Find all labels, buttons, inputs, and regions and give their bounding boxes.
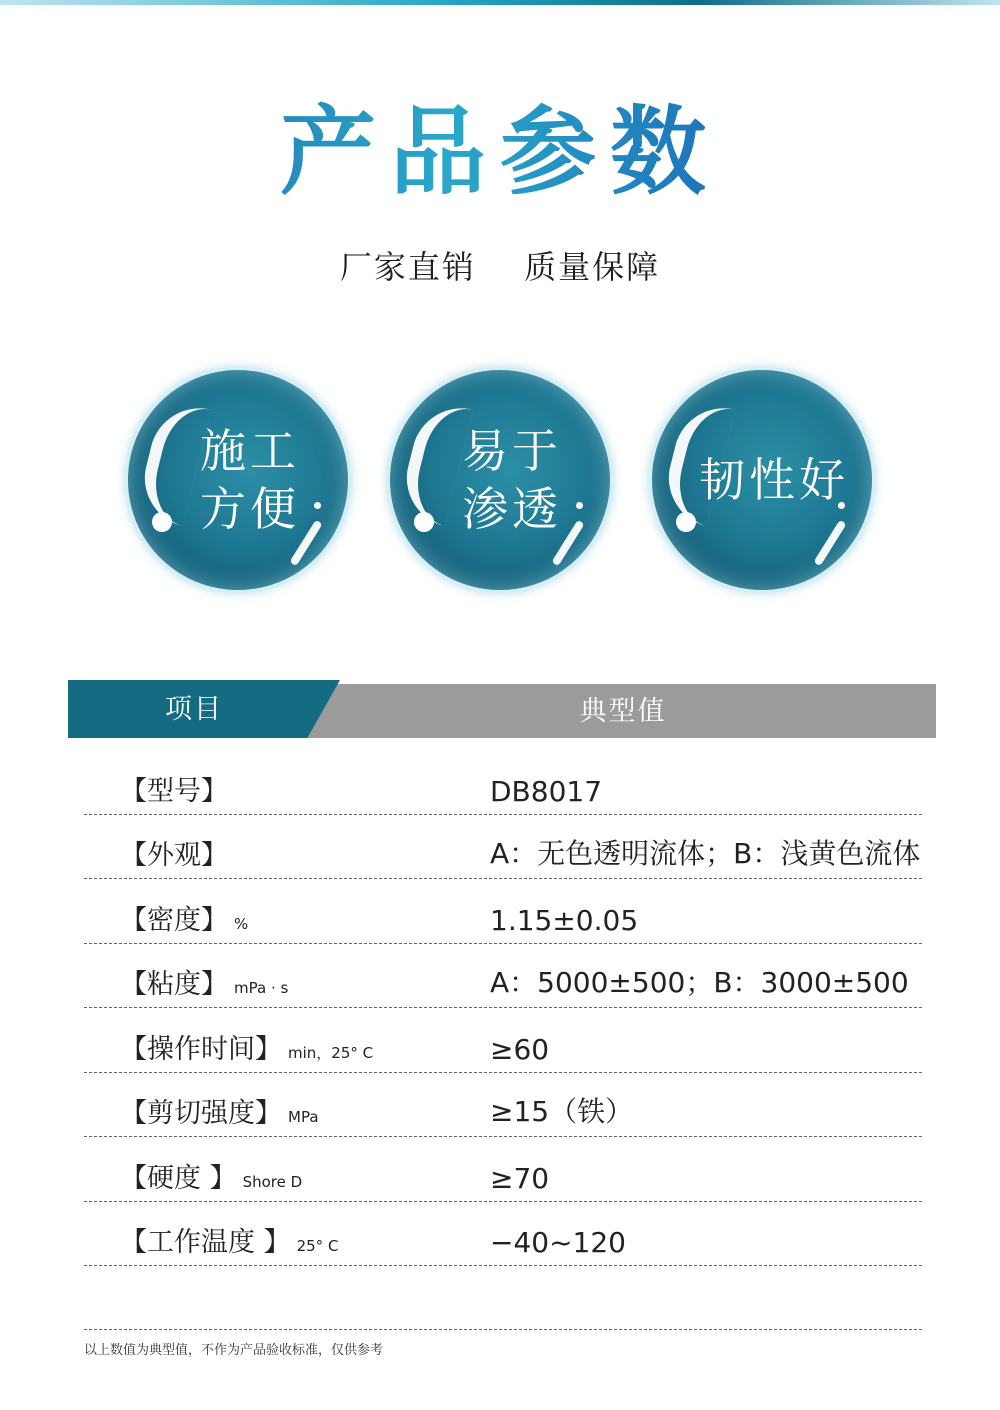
- table-row: [84, 1073, 922, 1138]
- table-row: [84, 815, 922, 880]
- column-header-item: 项目: [165, 694, 223, 725]
- row-value: −40~120: [490, 1226, 626, 1259]
- row-unit: Shore D: [242, 1172, 303, 1191]
- top-decorative-stripe: [0, 0, 1000, 5]
- row-unit: %: [234, 914, 249, 933]
- row-value: ≥70: [490, 1161, 550, 1195]
- column-header-value: 典型值: [579, 696, 667, 727]
- table-row: [84, 1137, 922, 1202]
- feature-label: 易于 渗透: [462, 424, 562, 536]
- feature-label: 韧性好: [699, 453, 849, 507]
- row-unit: min，25° C: [288, 1043, 374, 1062]
- spec-table-body: [84, 750, 922, 1266]
- feature-label: 施工 方便: [200, 424, 300, 536]
- page-subtitle: [0, 242, 1000, 288]
- row-name: 【剪切强度】 MPa: [120, 1098, 319, 1129]
- row-unit: MPa: [288, 1108, 319, 1126]
- subtitle-right: 质量保障: [524, 248, 661, 286]
- row-unit: mPa · s: [234, 979, 289, 997]
- page-title: 产品参数: [0, 92, 1000, 212]
- row-value: DB8017: [490, 774, 603, 808]
- subtitle-left: 厂家直销: [339, 248, 476, 286]
- row-name: 【型号】: [120, 775, 228, 807]
- row-value: A：无色透明流体；B：浅黄色流体: [490, 837, 921, 870]
- row-name: 【工作温度 】 25° C: [120, 1227, 339, 1258]
- feature-bubble-2: [390, 370, 610, 590]
- feature-bubble-3: [652, 370, 872, 590]
- row-name: 【密度】 %: [120, 904, 249, 936]
- table-row: [84, 879, 922, 944]
- footer-divider: [84, 1329, 922, 1330]
- row-name: 【粘度】 mPa · s: [120, 969, 289, 1000]
- table-row: [84, 1008, 922, 1073]
- row-unit: 25° C: [296, 1237, 339, 1255]
- table-row: [84, 750, 922, 815]
- row-name: 【外观】: [120, 840, 228, 871]
- spec-table-header: [68, 680, 936, 738]
- row-value: A：5000±500；B：3000±500: [490, 966, 909, 999]
- row-value: ≥60: [490, 1032, 550, 1066]
- footnote: 以上数值为典型值，不作为产品验收标准，仅供参考: [84, 1343, 384, 1358]
- feature-bubble-1: [128, 370, 348, 590]
- row-value: ≥15（铁）: [490, 1095, 634, 1128]
- row-value: 1.15±0.05: [490, 903, 639, 937]
- table-row: [84, 1202, 922, 1267]
- row-name: 【操作时间】 min，25° C: [120, 1033, 374, 1065]
- table-row: [84, 944, 922, 1009]
- row-name: 【硬度 】 Shore D: [120, 1162, 303, 1194]
